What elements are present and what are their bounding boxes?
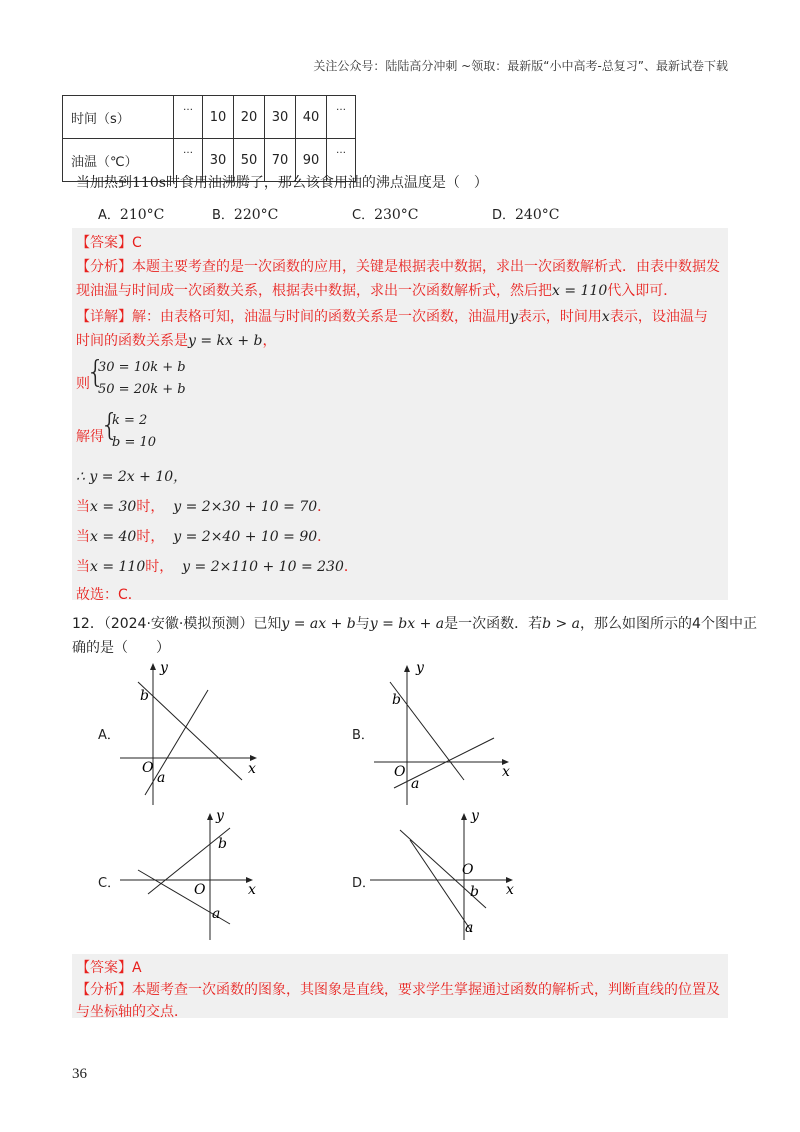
graph-label-c: C． xyxy=(98,876,121,891)
y-axis-arrow xyxy=(404,665,410,672)
table-row-label: 时间（s） xyxy=(63,96,174,139)
line-a xyxy=(145,690,208,795)
line-b xyxy=(138,682,242,780)
graph-b xyxy=(364,660,524,810)
data-table xyxy=(62,95,356,182)
equation-2: 50 = 20k + b xyxy=(98,382,186,397)
y-axis-label: y xyxy=(160,660,168,676)
origin-label: O xyxy=(394,764,406,780)
intercept-b-label: b xyxy=(140,688,149,704)
case-x110: 当x = 110时， y = 2×110 + 10 = 230． xyxy=(76,559,358,575)
y-axis-label: y xyxy=(216,808,224,824)
y-axis-label: y xyxy=(471,808,479,824)
answer-q12: 【答案】A xyxy=(76,960,142,976)
x-axis-label: x xyxy=(248,761,256,777)
intercept-a-label: a xyxy=(411,776,420,792)
line-a xyxy=(394,738,494,788)
y-axis-arrow xyxy=(461,813,467,820)
table-cell: 30 xyxy=(265,96,296,139)
table-cell: … xyxy=(174,139,203,182)
table-cell: 50 xyxy=(234,139,265,182)
option-d: D．240°C xyxy=(492,207,560,223)
table-cell: 90 xyxy=(296,139,327,182)
table-cell: … xyxy=(327,139,356,182)
label-ze: 则 xyxy=(76,376,90,392)
table-cell: … xyxy=(174,96,203,139)
table-cell: 10 xyxy=(203,96,234,139)
q12-stem-line2: 确的是（ ） xyxy=(72,640,170,656)
page-number: 36 xyxy=(72,1066,87,1082)
table-cell: … xyxy=(327,96,356,139)
graph-label-b: B． xyxy=(352,728,374,743)
graph-a xyxy=(110,660,270,810)
page-header: 关注公众号：陆陆高分冲刺 ~领取：最新版“小中高考-总复习”、最新试卷下载 xyxy=(313,59,728,73)
brace: { xyxy=(100,408,120,443)
therefore-line: ∴ y = 2x + 10， xyxy=(76,469,188,485)
solution-k: k = 2 xyxy=(112,413,148,428)
graph-label-d: D． xyxy=(352,876,376,891)
origin-label: O xyxy=(142,760,154,776)
table-row-label: 油温（℃） xyxy=(63,139,174,182)
table-cell: 70 xyxy=(265,139,296,182)
intercept-b-label: b xyxy=(392,692,401,708)
x-axis-label: x xyxy=(506,882,514,898)
equation-1: 30 = 10k + b xyxy=(98,360,186,375)
brace: { xyxy=(86,355,106,390)
table-row xyxy=(63,96,356,139)
case-x40: 当x = 40时， y = 2×40 + 10 = 90． xyxy=(76,529,332,545)
x-axis-label: x xyxy=(248,882,256,898)
table-cell: 20 xyxy=(234,96,265,139)
option-c: C．230°C xyxy=(352,207,419,223)
analysis-q11-line2: 现油温与时间成一次函数关系，根据表中数据，求出一次函数解析式，然后把x = 110代入即可． xyxy=(76,283,678,299)
table-cell: 30 xyxy=(203,139,234,182)
option-a: A．210°C xyxy=(98,207,165,223)
graph-label-a: A． xyxy=(98,728,120,743)
y-axis-label: y xyxy=(416,660,424,676)
y-axis-arrow xyxy=(150,663,156,670)
case-x30: 当x = 30时， y = 2×30 + 10 = 70． xyxy=(76,499,332,515)
analysis-q12-line1: 【分析】本题考查一次函数的图象，其图象是直线，要求学生掌握通过函数的解析式，判断直线的位置及 xyxy=(76,982,720,998)
table-cell: 40 xyxy=(296,96,327,139)
intercept-a-label: a xyxy=(465,920,474,936)
q12-stem-line1: 12．（2024·安徽·模拟预测）已知y = ax + b与y = bx + a是一次函数．若b > a，那么如图所示的4个图中正 xyxy=(72,616,757,632)
q11-stem: 当加热到110s时食用油沸腾了，那么该食用油的沸点温度是（ ） xyxy=(76,175,488,191)
graph-c xyxy=(118,808,268,943)
x-axis-label: x xyxy=(502,764,510,780)
graph-d xyxy=(368,808,518,943)
origin-label: O xyxy=(194,882,206,898)
detail-q11-line1: 【详解】解：由表格可知，油温与时间的函数关系是一次函数，油温用y表示，时间用x表示，设油温与 xyxy=(76,309,708,325)
intercept-b-label: b xyxy=(218,836,227,852)
intercept-b-label: b xyxy=(470,884,479,900)
detail-q11-line2: 时间的函数关系是y = kx + b， xyxy=(76,333,277,349)
analysis-q12-line2: 与坐标轴的交点． xyxy=(76,1004,188,1020)
line-a xyxy=(410,840,472,932)
final-choice-q11: 故选：C． xyxy=(76,587,142,603)
answer-q11: 【答案】C xyxy=(76,235,142,251)
label-jiede: 解得 xyxy=(76,429,104,445)
intercept-a-label: a xyxy=(212,906,221,922)
origin-label: O xyxy=(462,862,474,878)
solution-b: b = 10 xyxy=(112,435,157,450)
option-b: B．220°C xyxy=(212,207,279,223)
analysis-q11-line1: 【分析】本题主要考查的是一次函数的应用，关键是根据表中数据，求出一次函数解析式．由表中数据发 xyxy=(76,259,720,275)
y-axis-arrow xyxy=(207,813,213,820)
intercept-a-label: a xyxy=(157,770,166,786)
